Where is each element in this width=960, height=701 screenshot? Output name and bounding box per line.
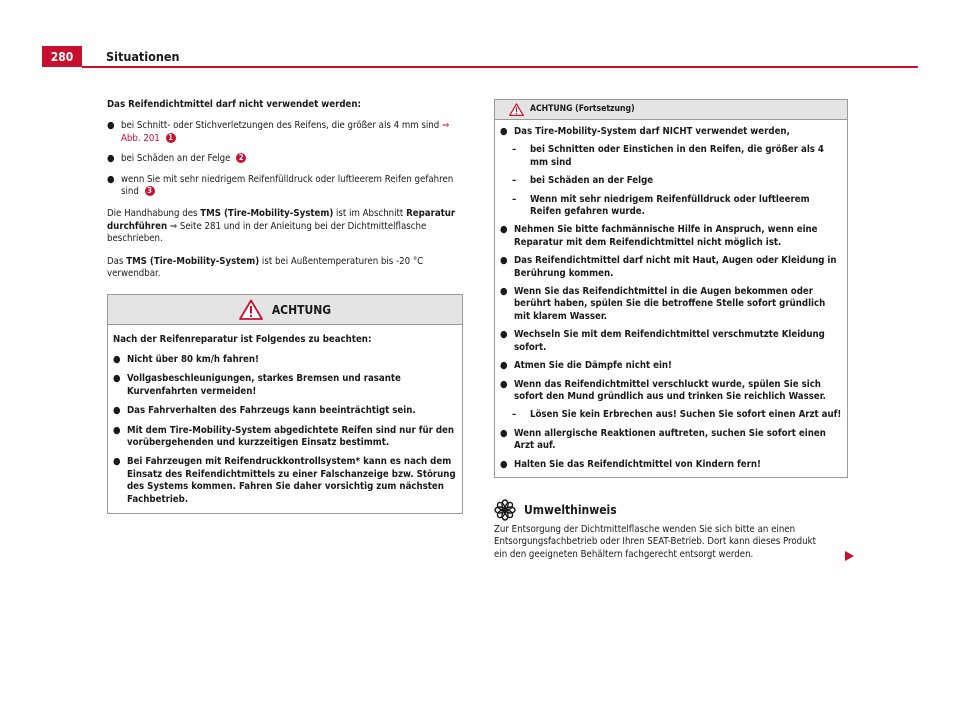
- environment-note: [494, 499, 848, 561]
- list-item: ● Halten Sie das Reifendichtmittel von Kindern fern!: [500, 458, 761, 470]
- sub-list-item: – bei Schnitten oder Einstichen in den Reifen, die größer als 4 mm sind: [512, 144, 824, 168]
- warning-continued-title: ACHTUNG (Fortsetzung): [530, 104, 635, 115]
- list-item: ● bei Schnitt- oder Stichverletzungen des Reifens, die größer als 4 mm sind ⇒ Abb. 201 1: [107, 120, 450, 144]
- warning-title: ACHTUNG: [271, 302, 332, 317]
- handling-paragraph: Die Handhabung des TMS (Tire-Mobility-System) ist im Abschnitt Reparatur durchführen ⇒ Seite 281 und in der Anleitung bei der Dichtmittelflasche beschrieben.: [107, 208, 456, 245]
- list-item: ● Das Tire-Mobility-System darf NICHT verwendet werden,: [500, 126, 790, 137]
- list-item: ● Atmen Sie die Dämpfe nicht ein!: [500, 360, 672, 372]
- environment-header: [494, 499, 848, 521]
- bullet-icon: ●: [107, 153, 115, 165]
- bullet-icon: ●: [107, 173, 115, 185]
- list-item: ● Das Reifendichtmittel darf nicht mit Haut, Augen oder Kleidung in Berührung kommen.: [500, 255, 837, 279]
- callout-badge: 3: [145, 186, 155, 196]
- flower-icon: [494, 499, 516, 521]
- warning-triangle-icon: [239, 299, 263, 320]
- warning-intro: Nach der Reifenreparatur ist Folgendes zu beachten:: [113, 334, 372, 346]
- figure-link[interactable]: ⇒ Abb. 201: [121, 120, 450, 144]
- bullet-icon: ●: [107, 120, 115, 132]
- list-item: ● Das Fahrverhalten des Fahrzeugs kann beeinträchtigt sein.: [113, 405, 416, 417]
- list-item: ● Wenn das Reifendichtmittel verschluckt wurde, spülen Sie sich sofort den Mund gründlich aus und trinken Sie reichlich Wasser.: [500, 378, 826, 402]
- list-item: ● wenn Sie mit sehr niedrigem Reifenfülldruck oder luftleerem Reifen gefahren sind 3: [107, 173, 454, 198]
- callout-badge: 1: [166, 133, 176, 143]
- warning-header: [108, 295, 462, 325]
- right-column: [494, 99, 848, 561]
- usage-heading: Das Reifendichtmittel darf nicht verwendet werden:: [107, 99, 361, 110]
- sub-list-item: – bei Schäden an der Felge: [512, 175, 654, 187]
- list-item: ● Wechseln Sie mit dem Reifendichtmittel verschmutzte Kleidung sofort.: [500, 329, 825, 353]
- list-item: ● Wenn Sie das Reifendichtmittel in die Augen bekommen oder berührt haben, spülen Sie die betroffene Stelle sofort gründlich mit klarem Wasser.: [500, 286, 826, 322]
- list-item: ● Nicht über 80 km/h fahren!: [113, 353, 259, 365]
- arrow-right-icon: [845, 551, 854, 561]
- warning-box: [107, 294, 463, 513]
- section-title: Situationen: [106, 49, 180, 64]
- warning-continued-box: [494, 99, 848, 478]
- list-item: ● Mit dem Tire-Mobility-System abgedichtete Reifen sind nur für den vorübergehenden und kurzzeitigen Einsatz bestimmt.: [113, 424, 455, 448]
- list-item: ● Nehmen Sie bitte fachmännische Hilfe in Anspruch, wenn eine Reparatur mit dem Reifendichtmittel nicht möglich ist.: [500, 224, 818, 248]
- warning-continued-body: [495, 120, 847, 477]
- warning-continued-header: [495, 100, 847, 120]
- sub-list-item: – Wenn mit sehr niedrigem Reifenfülldruck oder luftleerem Reifen gefahren wurde.: [512, 193, 810, 218]
- page-number: 280: [42, 46, 82, 67]
- callout-badge: 2: [236, 153, 246, 163]
- header-rule: [82, 66, 918, 68]
- list-item: ● Bei Fahrzeugen mit Reifendruckkontrollsystem* kann es nach dem Einsatz des Reifendichtmittels zu einer Falschanzeige bzw. Störung des Systems kommen. Fahren Sie daher vorsichtig zum nächsten Fachbetrieb.: [113, 456, 456, 505]
- temperature-paragraph: Das TMS (Tire-Mobility-System) ist bei Außentemperaturen bis -20 °C verwendbar.: [107, 255, 424, 280]
- warning-triangle-icon: [509, 103, 524, 116]
- list-item: ● Wenn allergische Reaktionen auftreten, suchen Sie sofort einen Arzt auf.: [500, 427, 826, 452]
- list-item: ● bei Schäden an der Felge 2: [107, 153, 463, 165]
- list-item: ● Vollgasbeschleunigungen, starkes Bremsen und rasante Kurvenfahrten vermeiden!: [113, 373, 401, 397]
- left-column: [107, 99, 463, 514]
- environment-title: Umwelthinweis: [524, 502, 617, 517]
- environment-text: Zur Entsorgung der Dichtmittelflasche wenden Sie sich bitte an einen Entsorgungsfachbetrieb oder Ihren SEAT-Betrieb. Dort kann dieses Produkt ein den geeigneten Behältern fachgerecht entsorgt werden.: [494, 523, 816, 560]
- sub-list-item: – Lösen Sie kein Erbrechen aus! Suchen Sie sofort einen Arzt auf!: [512, 409, 842, 421]
- warning-body: [108, 325, 462, 512]
